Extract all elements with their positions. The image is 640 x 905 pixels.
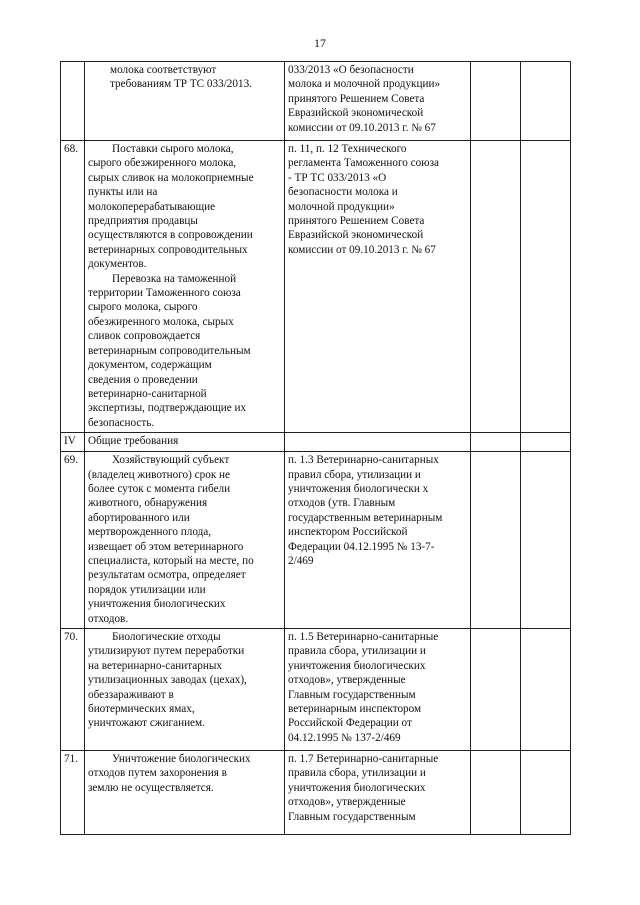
empty-cell [471,62,521,141]
requirement-paragraph: Перевозка на таможенной территории Таможенного союза сырого молока, сырого обезжиренного молока, сырых сливок сопровождается ветеринарным сопроводительным документом, содержащим сведения о проведении ветеринарно-санитарной экспертизы, подтверждающие их безопасность. [88,272,251,429]
requirement-text [85,751,285,835]
table-row [61,62,571,141]
row-number [61,62,85,141]
empty-cell [471,452,521,629]
empty-cell [471,629,521,751]
row-number: 71. [61,751,85,835]
empty-cell [471,433,521,452]
row-number: 69. [61,452,85,629]
legal-reference: п. 1.3 Ветеринарно-санитарных правил сбора, утилизации и уничтожения биологически х отходов (утв. Главным государственным ветеринарным инспектором Российской Федерации 04.12.1995 № 13-7- 2/469 [285,452,471,629]
requirement-paragraph: Хозяйствующий субъект (владелец животного) срок не более суток с момента гибели животного, обнаружения абортированного или мертворожденного плода, извещает об этом ветеринарного специалиста, который на месте, по результатам осмотра, определяет порядок утилизации или уничтожения биологических отходов. [88,454,254,625]
empty-cell [521,629,571,751]
legal-reference: 033/2013 «О безопасности молока и молочной продукции» принятого Решением Совета Евразийской экономической комиссии от 09.10.2013 г. № 67 [285,62,471,141]
table-row [61,751,571,835]
page-number: 17 [314,36,326,50]
section-number: IV [61,433,85,452]
requirement-paragraph: молока соответствуют требованиям ТР ТС 033/2013. [110,64,252,91]
requirement-text [85,629,285,751]
legal-reference: п. 1.5 Ветеринарно-санитарные правила сбора, утилизации и уничтожения биологических отходов», утвержденные Главным государственным ветеринарным инспектором Российской Федерации от 04.12.1995 № 137-2/469 [285,629,471,751]
section-title-text: Общие требования [88,435,179,448]
empty-cell [521,452,571,629]
empty-cell [521,433,571,452]
requirement-paragraph: Биологические отходы утилизируют путем переработки на ветеринарно-санитарных утилизационных заводах (цехах), обеззараживают в биотермических ямах, уничтожают сжиганием. [88,631,247,730]
empty-cell [521,141,571,433]
requirements-table [60,61,571,835]
row-number: 68. [61,141,85,433]
empty-cell [521,751,571,835]
table-row [61,452,571,629]
requirement-paragraph: Уничтожение биологических отходов путем захоронения в землю не осуществляется. [88,753,251,794]
legal-reference [285,433,471,452]
empty-cell [471,141,521,433]
table-row [61,141,571,433]
section-title [85,433,285,452]
empty-cell [471,751,521,835]
requirement-text [85,141,285,433]
requirement-paragraph: Поставки сырого молока, сырого обезжиренного молока, сырых сливок на молокоприемные пункты или на молокоперерабатывающие предприятия продавцы осуществляются в сопровождении ветеринарных сопроводительных документов. [88,143,254,271]
requirement-text [85,452,285,629]
section-row [61,433,571,452]
legal-reference: п. 1.7 Ветеринарно-санитарные правила сбора, утилизации и уничтожения биологических отходов», утвержденные Главным государственным [285,751,471,835]
legal-reference: п. 11, п. 12 Технического регламента Таможенного союза - ТР ТС 033/2013 «О безопасности молока и молочной продукции» принятого Решением Совета Евразийской экономической комиссии от 09.10.2013 г. № 67 [285,141,471,433]
table-row [61,629,571,751]
row-number: 70. [61,629,85,751]
requirement-text [85,62,285,141]
empty-cell [521,62,571,141]
